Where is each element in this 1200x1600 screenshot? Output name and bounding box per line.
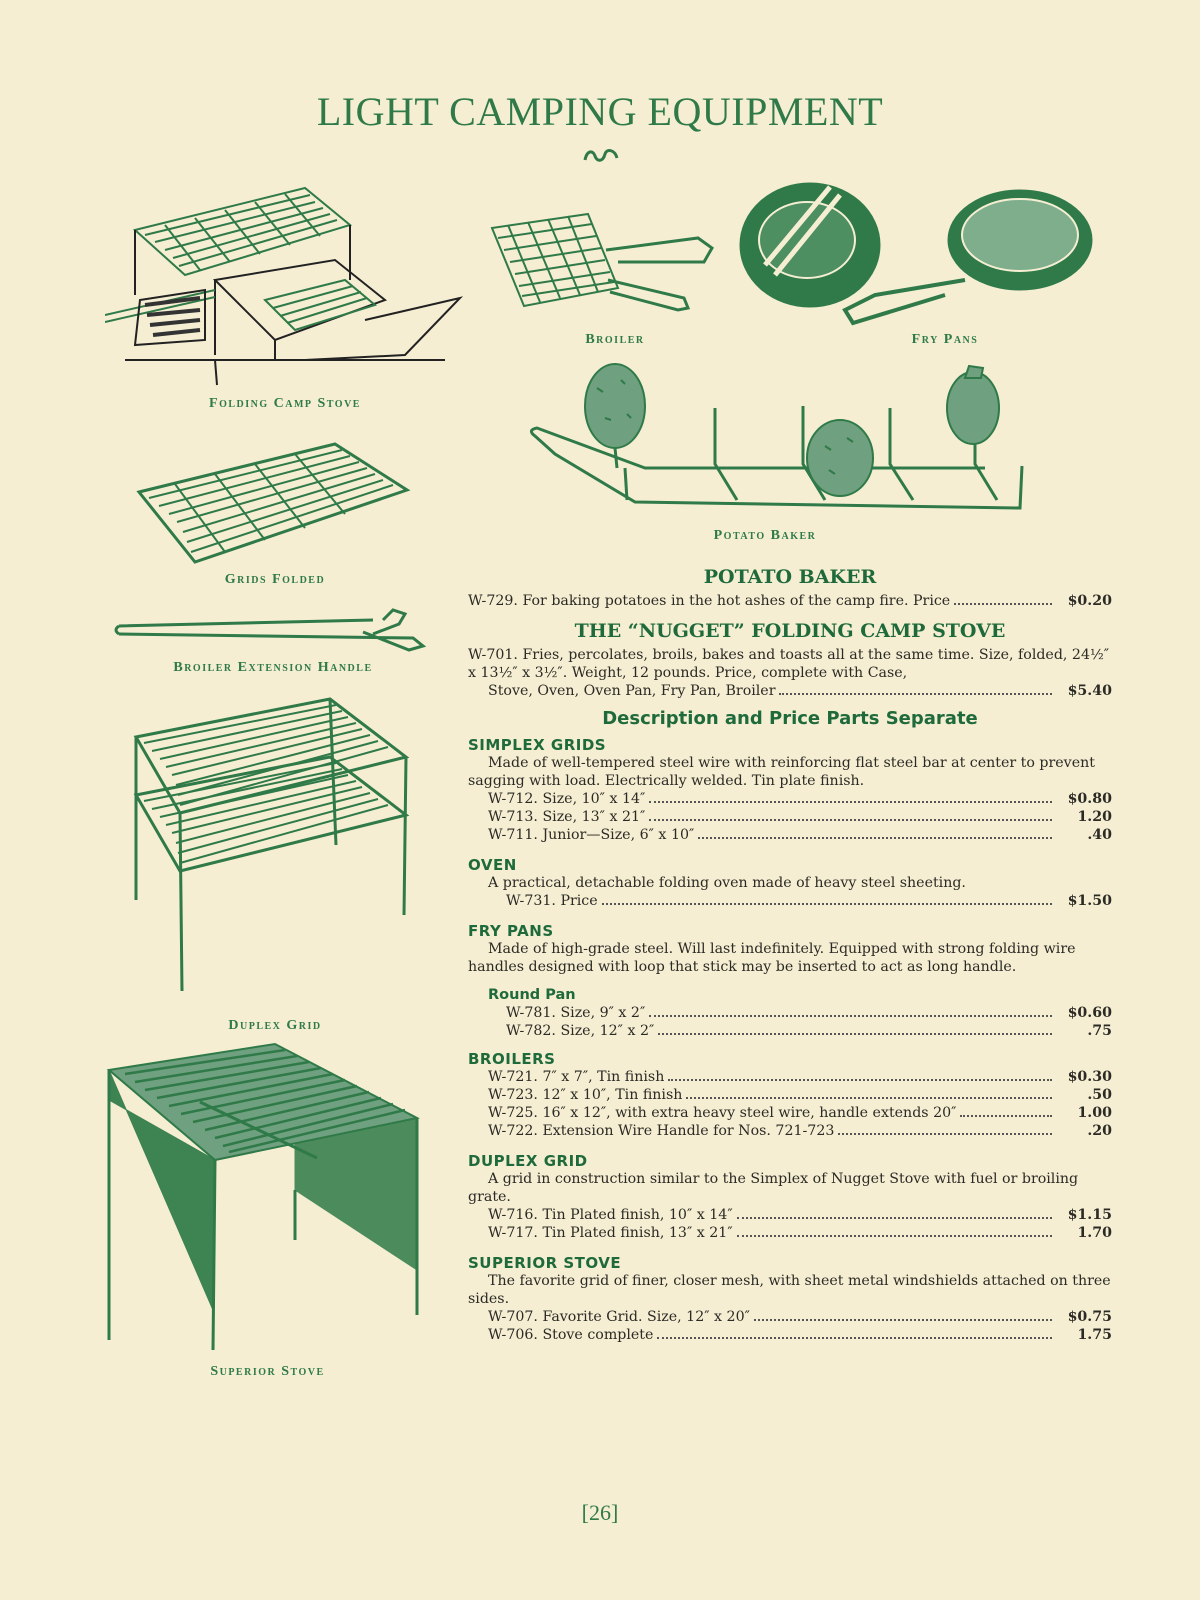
list-item: [468, 1104, 1112, 1122]
caption-broiler: Broiler: [585, 332, 645, 347]
leader-dots: [954, 603, 1052, 605]
caption-superior-stove: Superior Stove: [210, 1364, 325, 1379]
list-item: [468, 1308, 1112, 1326]
superior-description: The favorite grid of finer, closer mesh, with sheet metal windshields attached on three sides.: [468, 1273, 1111, 1307]
caption-folding-camp-stove: Folding Camp Stove: [209, 396, 361, 411]
page-number: [26]: [581, 1500, 619, 1525]
item-label: W-729. For baking potatoes in the hot ashes of the camp fire. Price: [468, 593, 951, 609]
leader-dots: [649, 801, 1052, 803]
item-price: $0.80: [1067, 791, 1112, 807]
caption-fry-pans: Fry Pans: [911, 332, 979, 347]
leader-dots: [779, 693, 1052, 695]
broiler-illustration: [488, 210, 718, 320]
list-item: [468, 892, 1112, 910]
list-item: [468, 826, 1112, 844]
caption-duplex-grid: Duplex Grid: [228, 1018, 322, 1033]
item-price: 1.70: [1077, 1225, 1112, 1241]
potato-baker-illustration: [525, 358, 1050, 518]
caption-potato-baker: Potato Baker: [713, 528, 817, 543]
broilers-heading: BROILERS: [468, 1050, 556, 1068]
item-label: W-782. Size, 12″ x 2″: [506, 1023, 655, 1039]
item-price: $1.15: [1067, 1207, 1112, 1223]
item-price: .50: [1087, 1087, 1112, 1103]
item-label: W-717. Tin Plated finish, 13″ x 21″: [488, 1225, 733, 1241]
leader-dots: [658, 1033, 1052, 1035]
item-price: $1.50: [1067, 893, 1112, 909]
list-item: [468, 592, 1112, 610]
simplex-description: Made of well-tempered steel wire with reinforcing flat steel bar at center to prevent sagging with load. Electrically welded. Tin plate finish.: [468, 755, 1095, 789]
leader-dots: [649, 1015, 1052, 1017]
round-pan-subheading: Round Pan: [488, 987, 576, 1003]
list-item: [468, 1004, 1112, 1022]
duplex-grid-illustration: [130, 695, 420, 1015]
superior-stove-illustration: [105, 1040, 430, 1360]
oven-description: A practical, detachable folding oven made of heavy steel sheeting.: [488, 875, 966, 891]
leader-dots: [737, 1235, 1052, 1237]
broiler-extension-handle-illustration: [113, 606, 433, 658]
fry-pans-heading: FRY PANS: [468, 922, 554, 940]
caption-grids-folded: Grids Folded: [224, 572, 326, 587]
item-label: W-706. Stove complete: [488, 1327, 654, 1343]
list-item: [468, 1224, 1112, 1242]
leader-dots: [657, 1337, 1052, 1339]
fry-pans-illustration: [735, 175, 1110, 335]
item-label: W-781. Size, 9″ x 2″: [506, 1005, 646, 1021]
item-label: W-731. Price: [506, 893, 598, 909]
item-label: W-722. Extension Wire Handle for Nos. 721-723: [488, 1123, 835, 1139]
item-label: W-713. Size, 13″ x 21″: [488, 809, 646, 825]
item-label: W-723. 12″ x 10″, Tin finish: [488, 1087, 683, 1103]
nugget-heading: THE “NUGGET” FOLDING CAMP STOVE: [574, 620, 1006, 642]
item-label: W-721. 7″ x 7″, Tin finish: [488, 1069, 665, 1085]
list-item: [468, 1326, 1112, 1344]
item-price: .40: [1087, 827, 1112, 843]
grids-folded-illustration: [135, 440, 415, 570]
parts-heading: Description and Price Parts Separate: [602, 708, 978, 729]
list-item: [468, 790, 1112, 808]
leader-dots: [960, 1115, 1052, 1117]
simplex-heading: SIMPLEX GRIDS: [468, 736, 607, 754]
superior-heading: SUPERIOR STOVE: [468, 1254, 622, 1272]
list-item: [468, 808, 1112, 826]
duplex-heading: DUPLEX GRID: [468, 1152, 588, 1170]
item-label: W-712. Size, 10″ x 14″: [488, 791, 646, 807]
leader-dots: [668, 1079, 1052, 1081]
item-price: $0.20: [1067, 593, 1112, 609]
item-label: W-711. Junior—Size, 6″ x 10″: [488, 827, 695, 843]
list-item: [468, 1068, 1112, 1086]
list-item: [468, 1022, 1112, 1040]
item-price: $5.40: [1067, 683, 1112, 699]
ornament-icon: [583, 148, 619, 164]
list-item: [468, 1206, 1112, 1224]
item-label: W-707. Favorite Grid. Size, 12″ x 20″: [488, 1309, 750, 1325]
oven-heading: OVEN: [468, 856, 517, 874]
leader-dots: [649, 819, 1052, 821]
item-price: .75: [1087, 1023, 1112, 1039]
nugget-description: W-701. Fries, percolates, broils, bakes and toasts all at the same time. Size, folded, 24½″ x 13½″ x 3½″. Weight, 12 pounds. Price, complete with Case,: [468, 647, 1110, 681]
potato-baker-heading: POTATO BAKER: [703, 566, 877, 588]
item-price: 1.75: [1077, 1327, 1112, 1343]
item-label: W-716. Tin Plated finish, 10″ x 14″: [488, 1207, 733, 1223]
price-list: [468, 564, 1112, 1344]
fry-pans-description: Made of high-grade steel. Will last indefinitely. Equipped with strong folding wire handles designed with loop that stick may be inserted to act as long handle.: [468, 941, 1076, 975]
item-price: 1.00: [1077, 1105, 1112, 1121]
item-price: $0.60: [1067, 1005, 1112, 1021]
item-price: $0.30: [1067, 1069, 1112, 1085]
leader-dots: [698, 837, 1052, 839]
item-price: $0.75: [1067, 1309, 1112, 1325]
list-item: [468, 1122, 1112, 1140]
list-item: [468, 682, 1112, 700]
item-label: W-725. 16″ x 12″, with extra heavy steel wire, handle extends 20″: [488, 1105, 957, 1121]
leader-dots: [602, 903, 1052, 905]
page-title: LIGHT CAMPING EQUIPMENT: [316, 89, 884, 134]
item-label: Stove, Oven, Oven Pan, Fry Pan, Broiler: [488, 683, 776, 699]
leader-dots: [686, 1097, 1052, 1099]
duplex-description: A grid in construction similar to the Simplex of Nugget Stove with fuel or broiling grate.: [468, 1171, 1079, 1205]
caption-broiler-extension-handle: Broiler Extension Handle: [173, 660, 373, 675]
item-price: .20: [1087, 1123, 1112, 1139]
item-price: 1.20: [1077, 809, 1112, 825]
leader-dots: [754, 1319, 1052, 1321]
leader-dots: [737, 1217, 1052, 1219]
folding-camp-stove-illustration: [105, 180, 465, 390]
leader-dots: [838, 1133, 1052, 1135]
list-item: [468, 1086, 1112, 1104]
